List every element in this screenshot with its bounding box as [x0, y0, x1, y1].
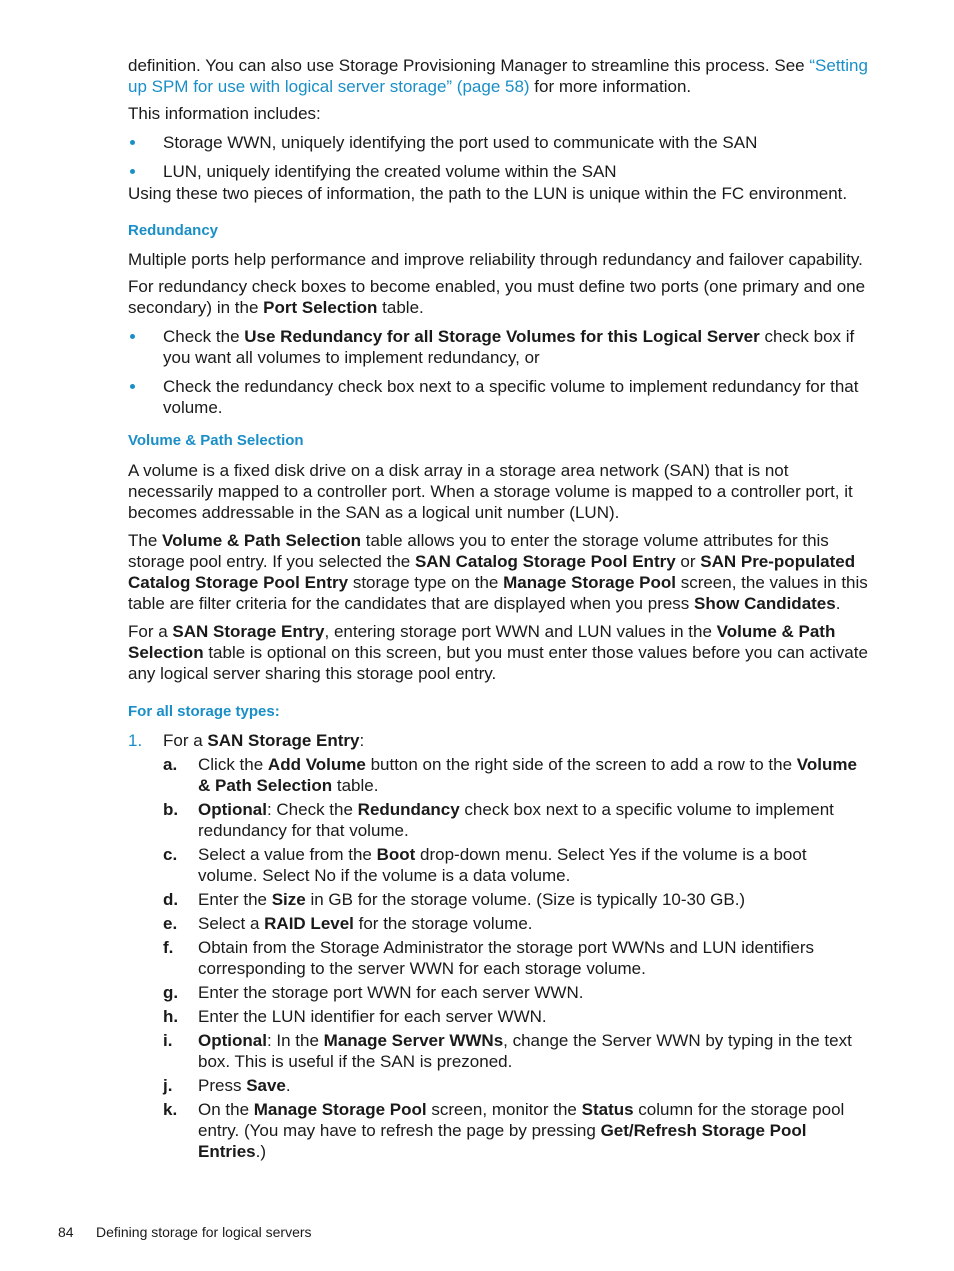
substep-g — [163, 982, 870, 1003]
redundancy-bullet-list — [128, 326, 870, 418]
substep-letter: h. — [163, 1007, 179, 1026]
text-run: drop-down menu. Select Yes if the volume is a boot volume. Select No if the volume is a data volume. — [198, 845, 807, 885]
add-volume-term: Add Volume — [267, 755, 366, 774]
manage-storage-pool-term: Manage Storage Pool — [253, 1100, 427, 1119]
bullet-text: Check the redundancy check box next to a specific volume to implement redundancy for that volume. — [163, 377, 859, 417]
text-run: Enter the storage port WWN for each server WWN. — [198, 983, 584, 1002]
intro-text: definition. You can also use Storage Provisioning Manager to streamline this process. See — [128, 56, 810, 75]
text-run: . — [835, 594, 841, 613]
redundancy-ports-paragraph — [128, 276, 870, 318]
manage-storage-pool-term: Manage Storage Pool — [503, 573, 676, 592]
port-selection-term: Port Selection — [263, 298, 378, 317]
intro-text-tail: for more information. — [529, 77, 692, 96]
list-item — [128, 376, 870, 418]
footer-section-title: Defining storage for logical servers — [96, 1224, 312, 1240]
text-run: The — [128, 531, 163, 550]
san-prepopulated-term: SAN Pre-populated Catalog Storage Pool Entry — [128, 552, 856, 592]
text-run: for the storage volume. — [353, 914, 533, 933]
status-term: Status — [581, 1100, 634, 1119]
text-run: or — [675, 552, 701, 571]
text-run: For a — [163, 731, 208, 750]
procedure-steps — [128, 730, 870, 1162]
text-run: Enter the LUN identifier for each server WWN. — [198, 1007, 547, 1026]
get-refresh-term: Get/Refresh Storage Pool Entries — [198, 1121, 807, 1161]
text-run: For redundancy check boxes to become enabled, you must define two ports (one primary and one secondary) in the — [128, 277, 866, 317]
optional-term: Optional — [198, 800, 267, 819]
substep-b — [163, 799, 870, 841]
show-candidates-term: Show Candidates — [694, 594, 836, 613]
text-run: table. — [377, 298, 424, 317]
save-term: Save — [246, 1076, 286, 1095]
list-item — [128, 132, 870, 153]
san-storage-entry-term: SAN Storage Entry — [172, 622, 325, 641]
bullet-text: Storage WWN, uniquely identifying the port used to communicate with the SAN — [163, 133, 758, 152]
san-storage-entry-term: SAN Storage Entry — [207, 731, 360, 750]
substep-j — [163, 1075, 870, 1096]
san-storage-entry-paragraph — [128, 621, 870, 684]
volume-path-term: Volume & Path Selection — [128, 622, 836, 662]
info-includes-text: This information includes: — [128, 104, 321, 123]
size-term: Size — [271, 890, 306, 909]
substep-i — [163, 1030, 870, 1072]
volume-path-term: Volume & Path Selection — [198, 755, 857, 795]
cross-reference-link[interactable]: “Setting up SPM for use with logical server storage” (page 58) — [128, 56, 868, 96]
redundancy-heading: Redundancy — [128, 222, 219, 239]
text-run: check box next to a specific volume to implement redundancy for that volume. — [198, 800, 834, 840]
text-run: , change the Server WWN by typing in the text box. This is useful if the SAN is prezoned. — [198, 1031, 852, 1071]
volume-table-paragraph — [128, 530, 870, 614]
text-run: : In the — [266, 1031, 324, 1050]
substep-letter: f. — [163, 938, 174, 957]
volume-path-heading: Volume & Path Selection — [128, 432, 304, 449]
all-storage-types-heading: For all storage types: — [128, 703, 280, 720]
text-run: check box if you want all volumes to implement redundancy, or — [163, 327, 855, 367]
raid-level-term: RAID Level — [264, 914, 354, 933]
text-run: , entering storage port WWN and LUN values in the — [324, 622, 717, 641]
substep-letter: d. — [163, 890, 179, 909]
text-run: Click the — [198, 755, 268, 774]
substep-d — [163, 889, 870, 910]
list-item — [128, 161, 870, 182]
text-run: : Check the — [266, 800, 358, 819]
substep-h — [163, 1006, 870, 1027]
intro-paragraph — [128, 55, 870, 97]
bullet-text: LUN, uniquely identifying the created volume within the SAN — [163, 162, 617, 181]
text-run: Select a value from the — [198, 845, 377, 864]
bullet-icon — [130, 140, 135, 145]
step-1 — [128, 730, 870, 1162]
volume-definition-paragraph: A volume is a fixed disk drive on a disk array in a storage area network (SAN) that is not necessarily mapped to a controller port. When a storage volume is mapped to a controller port, it becomes addressable in the SAN as a logical unit number (LUN). — [128, 461, 853, 522]
text-run: table allows you to enter the storage volume attributes for this storage pool entry. If you selected the — [128, 531, 829, 571]
substep-letter: e. — [163, 914, 178, 933]
text-run: Select a — [198, 914, 265, 933]
substep-letter: k. — [163, 1100, 178, 1119]
substep-letter: g. — [163, 983, 179, 1002]
substep-letter: b. — [163, 800, 179, 819]
bullet-icon — [130, 384, 135, 389]
substep-letter: c. — [163, 845, 178, 864]
redundancy-term: Redundancy — [357, 800, 460, 819]
text-run: Obtain from the Storage Administrator the storage port WWNs and LUN identifiers corresponding to the server WWN for each storage volume. — [198, 938, 815, 978]
substep-k — [163, 1099, 870, 1162]
info-bullet-list — [128, 132, 870, 182]
manage-server-wwns-term: Manage Server WWNs — [323, 1031, 504, 1050]
text-run: table. — [332, 776, 379, 795]
substep-letter: a. — [163, 755, 178, 774]
substep-letter: j. — [163, 1076, 173, 1095]
text-run: Check the — [163, 327, 245, 346]
page-content — [128, 55, 870, 1165]
text-run: table is optional on this screen, but you must enter those values before you can activate any logical server sharing this storage pool entry. — [128, 643, 868, 683]
step-number: 1. — [128, 731, 143, 750]
list-item — [128, 326, 870, 368]
substep-letter: i. — [163, 1031, 173, 1050]
text-run: in GB for the storage volume. (Size is typically 10-30 GB.) — [305, 890, 746, 909]
substep-a — [163, 754, 870, 796]
volume-path-term: Volume & Path Selection — [162, 531, 362, 550]
substep-list — [163, 754, 870, 1162]
text-run: storage type on the — [348, 573, 504, 592]
redundancy-paragraph: Multiple ports help performance and improve reliability through redundancy and failover capability. — [128, 250, 863, 269]
text-run: .) — [255, 1142, 267, 1161]
text-run: On the — [198, 1100, 254, 1119]
path-unique-text: Using these two pieces of information, the path to the LUN is unique within the FC environment. — [128, 184, 848, 203]
text-run: screen, monitor the — [426, 1100, 582, 1119]
text-run: button on the right side of the screen to add a row to the — [365, 755, 797, 774]
text-run: Enter the — [198, 890, 272, 909]
optional-term: Optional — [198, 1031, 267, 1050]
text-run: . — [285, 1076, 291, 1095]
boot-term: Boot — [376, 845, 416, 864]
substep-f — [163, 937, 870, 979]
text-run: screen, the values in this table are filter criteria for the candidates that are displayed when you press — [128, 573, 868, 613]
substep-c — [163, 844, 870, 886]
text-run: column for the storage pool entry. (You may have to refresh the page by pressing — [198, 1100, 845, 1140]
page-footer — [58, 1223, 312, 1241]
bullet-icon — [130, 334, 135, 339]
substep-e — [163, 913, 870, 934]
text-run: : — [359, 731, 365, 750]
use-redundancy-term: Use Redundancy for all Storage Volumes for this Logical Server — [244, 327, 760, 346]
text-run: Press — [198, 1076, 247, 1095]
san-catalog-term: SAN Catalog Storage Pool Entry — [414, 552, 676, 571]
bullet-icon — [130, 169, 135, 174]
page-number: 84 — [58, 1224, 74, 1240]
text-run: For a — [128, 622, 173, 641]
